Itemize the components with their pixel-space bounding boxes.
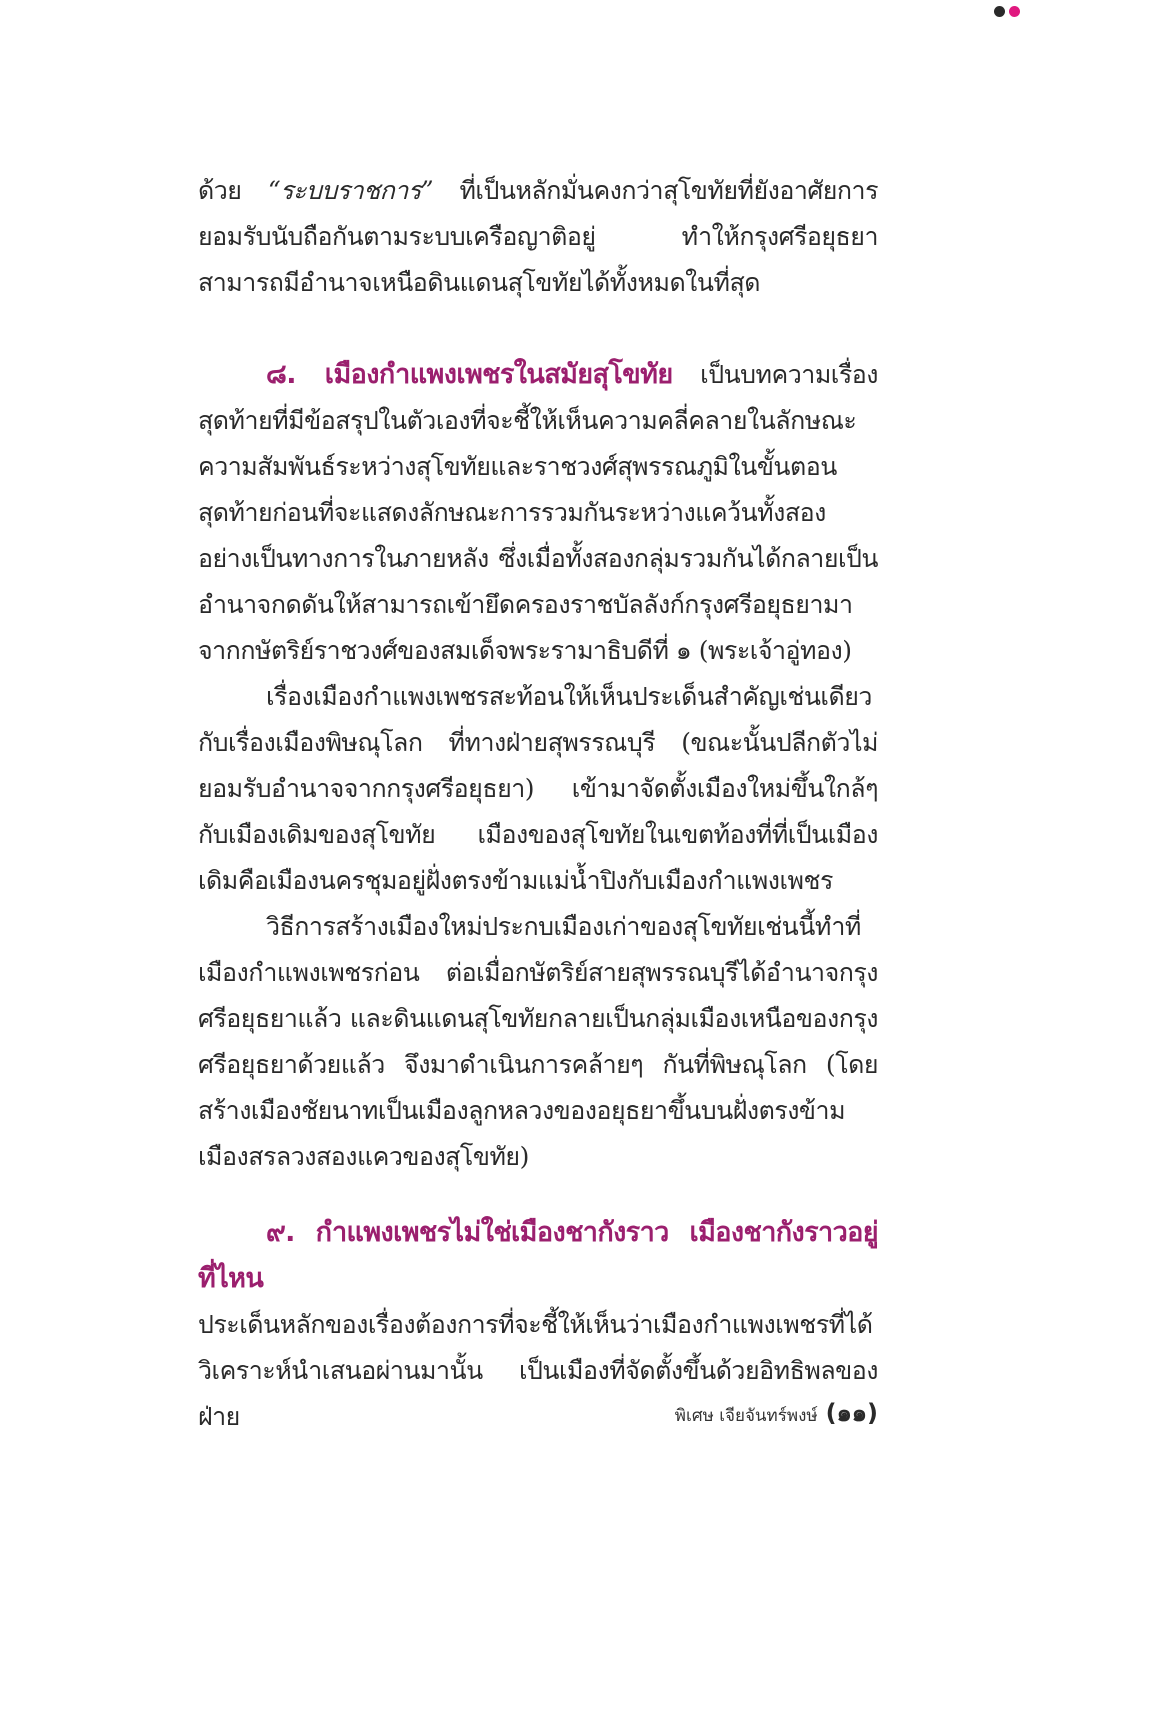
paragraph-1 [198,168,878,306]
corner-dots [994,6,1020,17]
section-9-body: ประเด็นหลักของเรื่องต้องการที่จะชี้ให้เห็นว่าเมืองกำแพงเพชรที่ได้วิเคราะห์นำเสนอผ่านมานั้น เป็นเมืองที่จัดตั้งขึ้นด้วยอิทธิพลของฝ่าย [198,1310,878,1431]
section-8-paragraph-2: เรื่องเมืองกำแพงเพชรสะท้อนให้เห็นประเด็นสำคัญเช่นเดียวกับเรื่องเมืองพิษณุโลก ที่ทางฝ่ายสุพรรณบุรี (ขณะนั้นปลีกตัวไม่ยอมรับอำนาจจากกรุงศรีอยุธยา) เข้ามาจัดตั้งเมืองใหม่ขึ้นใกล้ๆ กับเมืองเดิมของสุโขทัย เมืองของสุโขทัยในเขตท้องที่ที่เป็นเมืองเดิมคือเมืองนครชุมอยู่ฝั่งตรงข้ามแม่น้ำปิงกับเมืองกำแพงเพชร [198,682,878,895]
page-number: (๑๑) [825,1399,878,1427]
dark-dot-icon [994,6,1005,17]
section-8-paragraph-3: วิธีการสร้างเมืองใหม่ประกบเมืองเก่าของสุโขทัยเช่นนี้ทำที่เมืองกำแพงเพชรก่อน ต่อเมื่อกษัตริย์สายสุพรรณบุรีได้อำนาจกรุงศรีอยุธยาแล้ว และดินแดนสุโขทัยกลายเป็นกลุ่มเมืองเหนือของกรุงศรีอยุธยาด้วยแล้ว จึงมาดำเนินการคล้ายๆ กันที่พิษณุโลก (โดยสร้างเมืองชัยนาทเป็นเมืองลูกหลวงของอยุธยาขึ้นบนฝั่งตรงข้ามเมืองสรลวงสองแควของสุโขทัย) [198,912,878,1171]
footer-author: พิเศษ เจียจันทร์พงษ์ [674,1406,818,1426]
section-8 [198,352,878,1180]
section-8-body: เป็นบทความเรื่องสุดท้ายที่มีข้อสรุปในตัวเองที่จะชี้ให้เห็นความคลี่คลายในลักษณะความสัมพันธ์ระหว่างสุโขทัยและราชวงศ์สุพรรณภูมิในขั้นตอนสุดท้ายก่อนที่จะแสดงลักษณะการรวมกันระหว่างแคว้นทั้งสองอย่างเป็นทางการในภายหลัง ซึ่งเมื่อทั้งสองกลุ่มรวมกันได้กลายเป็นอำนาจกดดันให้สามารถเข้ายึดครองราชบัลลังก์กรุงศรีอยุธยามาจากกษัตริย์ราชวงศ์ของสมเด็จพระรามาธิบดีที่ ๑ (พระเจ้าอู่ทอง) [198,360,878,665]
paragraph-1-emphasis: “ระบบราชการ” [267,176,434,205]
section-8-heading: ๘. เมืองกำแพงเพชรในสมัยสุโขทัย [266,359,673,390]
section-9-heading: ๙. กำแพงเพชรไม่ใช่เมืองชากังราว เมืองชากังราวอยู่ที่ไหน [198,1217,878,1294]
page-footer [675,1393,878,1432]
paragraph-1-text: ที่เป็นหลักมั่นคงกว่าสุโขทัยที่ยังอาศัยการยอมรับนับถือกันตามระบบเครือญาติอยู่ ทำให้กรุงศรีอยุธยาสามารถมีอำนาจเหนือดินแดนสุโขทัยได้ทั้งหมดในที่สุด [198,176,878,297]
paragraph-1-prefix: ด้วย [198,176,268,205]
pink-dot-icon [1009,6,1020,17]
